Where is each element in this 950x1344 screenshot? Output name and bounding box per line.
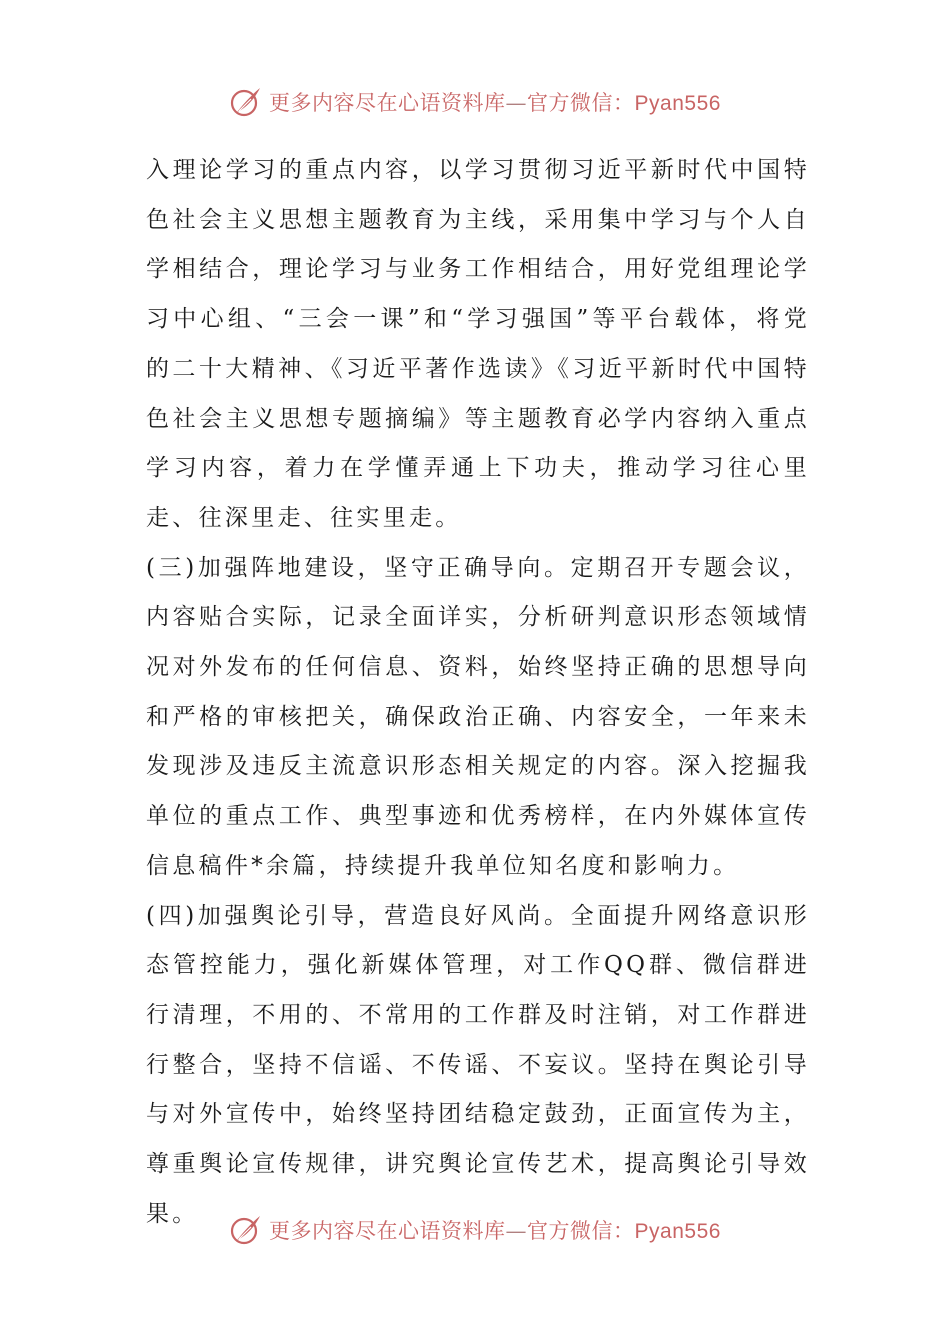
watermark-main-text: 更多内容尽在心语资料库: [269, 1219, 506, 1243]
watermark-text: [269, 1215, 721, 1245]
header-watermark: [0, 82, 950, 122]
footer-watermark: [0, 1210, 950, 1250]
watermark-wechat-id: Pyan556: [634, 92, 721, 115]
watermark-separator: —: [505, 91, 528, 115]
watermark-label: 官方微信：: [527, 91, 635, 115]
document-body: [146, 146, 810, 1239]
body-paragraph: 入理论学习的重点内容，以学习贯彻习近平新时代中国特色社会主义思想主题教育为主线，采用集中学习与个人自学相结合，理论学习与业务工作相结合，用好党组理论学习中心组、“三会一课”和“学习强国”等平台载体，将党的二十大精神、《习近平著作选读》《习近平新时代中国特色社会主义思想专题摘编》等主题教育必学内容纳入重点学习内容，着力在学懂弄通上下功夫，推动学习往心里走、往深里走、往实里走。: [146, 157, 810, 531]
quill-pen-circle-icon: [229, 1213, 263, 1247]
watermark-label: 官方微信：: [527, 1219, 635, 1243]
watermark-separator: —: [505, 1219, 528, 1243]
watermark-wechat-id: Pyan556: [634, 1220, 721, 1243]
watermark-text: [269, 87, 721, 117]
body-paragraph: (四)加强舆论引导，营造良好风尚。全面提升网络意识形态管控能力，强化新媒体管理，对工作QQ群、微信群进行清理，不用的、不常用的工作群及时注销，对工作群进行整合，坚持不信谣、不传谣、不妄议。坚持在舆论引导与对外宣传中，始终坚持团结稳定鼓劲，正面宣传为主，尊重舆论宣传规律，讲究舆论宣传艺术，提高舆论引导效果。: [146, 902, 810, 1227]
watermark-main-text: 更多内容尽在心语资料库: [269, 91, 506, 115]
body-paragraph: (三)加强阵地建设，坚守正确导向。定期召开专题会议，内容贴合实际，记录全面详实，分析研判意识形态领域情况对外发布的任何信息、资料，始终坚持正确的思想导向和严格的审核把关，确保政治正确、内容安全，一年来未发现涉及违反主流意识形态相关规定的内容。深入挖掘我单位的重点工作、典型事迹和优秀榜样，在内外媒体宣传信息稿件*余篇，持续提升我单位知名度和影响力。: [146, 554, 810, 879]
quill-pen-circle-icon: [229, 85, 263, 119]
